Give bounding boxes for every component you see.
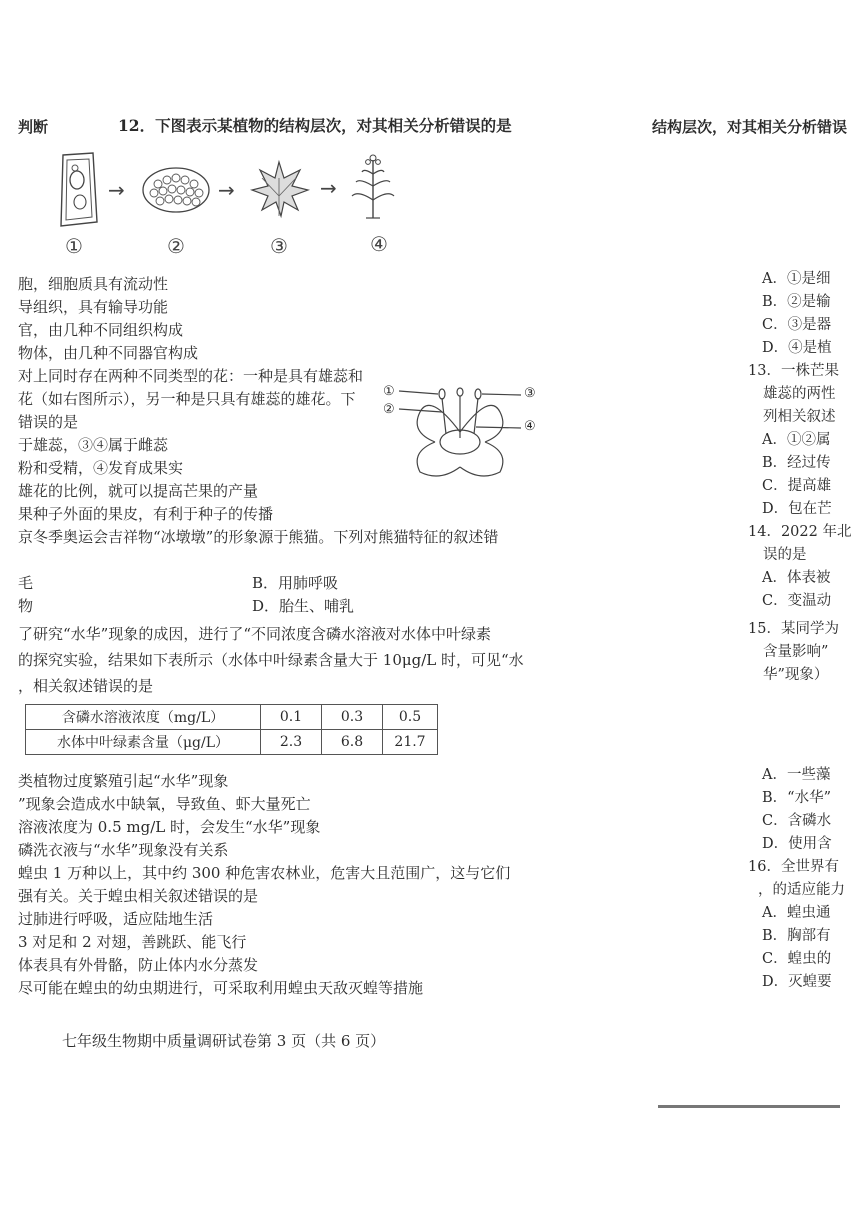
page-footer: 七年级生物期中质量调研试卷第 3 页（共 6 页）	[62, 1032, 386, 1050]
q13-option-a-fragment: 于雄蕊，③④属于雌蕊	[18, 436, 169, 454]
right-column-line: C．③是器	[762, 317, 832, 333]
phosphorus-table	[25, 704, 438, 755]
q14-option-b: B．用肺呼吸	[252, 574, 339, 592]
right-column-line: B．经过传	[762, 455, 831, 471]
right-column-line: A．一些藻	[762, 767, 831, 783]
leaf-drawing	[248, 158, 310, 220]
q15-stem-line-1: 了研究“水华”现象的成因，进行了“不同浓度含磷水溶液对水体中叶绿素	[18, 625, 492, 643]
right-column-line: C．变温动	[762, 593, 832, 609]
q13-option-b-fragment: 粉和受精，④发育成果实	[18, 459, 184, 477]
right-column-line: D．使用含	[762, 836, 832, 852]
q14-option-d: D．胎生、哺乳	[252, 597, 355, 615]
right-column-line: A．①是细	[762, 271, 831, 287]
q16-option-b-fragment: 3 对足和 2 对翅，善跳跃、能飞行	[18, 933, 247, 951]
figure-label-1: ①	[65, 234, 83, 258]
table-cell: 6.8	[322, 730, 383, 755]
right-column-line: B．胸部有	[762, 928, 831, 944]
figure-label-4: ④	[370, 232, 388, 256]
table-cell: 0.3	[322, 705, 383, 730]
right-column-line: 误的是	[763, 547, 807, 563]
q12-option-b-fragment: 导组织，具有输导功能	[18, 298, 169, 316]
right-column-line: A．蝗虫通	[762, 905, 831, 921]
q16-stem-line-2: 强有关。关于蝗虫相关叙述错误的是	[18, 887, 259, 905]
right-column-line: ，的适应能力	[758, 882, 845, 898]
figure-label-2: ②	[167, 234, 185, 258]
figure-label-3: ③	[270, 234, 288, 258]
right-column-line: 14．2022 年北	[748, 524, 852, 540]
right-column-line: 15．某同学为	[748, 621, 839, 637]
table-cell: 21.7	[383, 730, 438, 755]
right-column-line: D．④是植	[762, 340, 832, 356]
tissue-drawing	[140, 162, 215, 217]
q13-option-c-fragment: 雄花的比例，就可以提高芒果的产量	[18, 482, 259, 500]
table-row	[26, 705, 438, 730]
q15-option-d-fragment: 磷洗衣液与“水华”现象没有关系	[18, 841, 229, 859]
table-cell: 0.5	[383, 705, 438, 730]
right-column-line: D．包在芒	[762, 501, 832, 517]
q16-option-a-fragment: 过肺进行呼吸，适应陆地生活	[18, 910, 214, 928]
q14-stem-line-1: 京冬季奥运会吉祥物“冰墩墩”的形象源于熊猫。下列对熊猫特征的叙述错	[18, 528, 499, 546]
table-cell: 2.3	[261, 730, 322, 755]
q15-stem-line-3: ，相关叙述错误的是	[18, 677, 154, 695]
right-column-line: 华”现象）	[763, 667, 829, 683]
q15-stem-line-2: 的探究实验，结果如下表所示（水体中叶绿素含量大于 10μg/L 时，可见“水	[18, 651, 524, 669]
q12-option-a-fragment: 胞，细胞质具有流动性	[18, 275, 169, 293]
right-column-line: 13．一株芒果	[748, 363, 839, 379]
q16-option-c-fragment: 体表具有外骨骼，防止体内水分蒸发	[18, 956, 259, 974]
q16-stem-line-1: 蝗虫 1 万种以上，其中约 300 种危害农林业，危害大且范围广，这与它们	[18, 864, 511, 882]
right-column-line: 雄蕊的两性	[763, 386, 836, 402]
divider-line	[658, 1105, 840, 1108]
arrow-1: →	[108, 178, 125, 202]
flower-drawing	[380, 372, 540, 482]
q13-stem-line-1: 对上同时存在两种不同类型的花：一种是具有雄蕊和	[18, 367, 364, 385]
q14-option-c-fragment: 物	[18, 597, 34, 615]
right-column-line: 16．全世界有	[748, 859, 839, 875]
header-right-fragment: 结构层次，对其相关分析错误	[652, 118, 848, 136]
q15-option-b-fragment: ”现象会造成水中缺氧，导致鱼、虾大量死亡	[18, 795, 311, 813]
q12-option-c-fragment: 官，由几种不同组织构成	[18, 321, 184, 339]
right-column-line: C．提高雄	[762, 478, 832, 494]
whole-plant-drawing	[348, 150, 398, 220]
right-column-line: D．灭蝗要	[762, 974, 832, 990]
right-column-line: A．体表被	[762, 570, 831, 586]
arrow-3: →	[320, 176, 337, 200]
table-row	[26, 730, 438, 755]
table-cell: 0.1	[261, 705, 322, 730]
right-column-line: A．①②属	[762, 432, 831, 448]
q13-stem-line-2: 花（如右图所示），另一种是只具有雄蕊的雄花。下	[18, 390, 356, 408]
right-column-line: C．含磷水	[762, 813, 832, 829]
right-column-line: 列相关叙述	[763, 409, 836, 425]
q13-stem-line-3: 错误的是	[18, 413, 79, 431]
header-left-fragment: 判断	[18, 118, 49, 136]
arrow-2: →	[218, 178, 235, 202]
q12-option-d-fragment: 物体，由几种不同器官构成	[18, 344, 199, 362]
q15-option-a-fragment: 类植物过度繁殖引起“水华”现象	[18, 772, 229, 790]
flower-label-2: ②	[383, 402, 395, 417]
question-12-title: 12．下图表示某植物的结构层次，对其相关分析错误的是	[118, 116, 512, 135]
q13-option-d-fragment: 果种子外面的果皮，有利于种子的传播	[18, 505, 274, 523]
row-label-chlorophyll: 水体中叶绿素含量（μg/L）	[26, 730, 261, 755]
q14-option-a-fragment: 毛	[18, 574, 34, 592]
row-label-concentration: 含磷水溶液浓度（mg/L）	[26, 705, 261, 730]
right-column-line: B．“水华”	[762, 790, 831, 806]
right-column-line: 含量影响”	[763, 644, 829, 660]
q15-option-c-fragment: 溶液浓度为 0.5 mg/L 时，会发生“水华”现象	[18, 818, 321, 836]
plant-cell-drawing	[55, 150, 100, 230]
right-column-line: C．蝗虫的	[762, 951, 832, 967]
flower-label-3: ③	[524, 386, 536, 401]
flower-label-4: ④	[524, 419, 536, 434]
q16-option-d-fragment: 尽可能在蝗虫的幼虫期进行，可采取利用蝗虫天敌灭蝗等措施	[18, 979, 424, 997]
flower-label-1: ①	[383, 384, 395, 399]
right-column-line: B．②是输	[762, 294, 831, 310]
